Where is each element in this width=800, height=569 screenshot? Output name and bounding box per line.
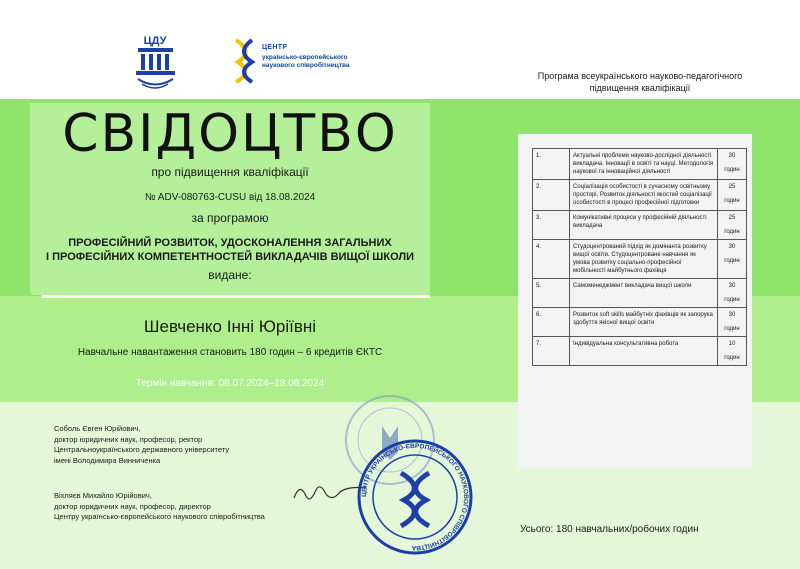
signatory-rector-org: Центральноукраїнського державного університету (54, 445, 230, 454)
course-hours-value: 25 (728, 184, 736, 190)
course-hours-value: 30 (728, 283, 736, 289)
course-name: Соціалізація особистості в сучасному освітньому просторі. Розвиток діяльності якостей соціалізації особистості в процесі професійної підготовки (570, 180, 718, 211)
signatory-director-title: доктор юридичних наук, професор, директор (54, 501, 211, 511)
program-name (30, 236, 430, 264)
by-program-label: за програмою (191, 211, 269, 225)
issued-to-label: видане: (208, 268, 252, 282)
signatory-rector-org2: імені Володимира Винниченка (54, 455, 161, 465)
course-hours-unit: годин (724, 167, 740, 173)
university-logo-icon (128, 32, 183, 94)
course-hours-value: 30 (728, 153, 736, 159)
course-hours-unit: годин (724, 326, 740, 332)
total-hours: Усього: 180 навчальних/робочих годин (520, 524, 699, 535)
course-name: Індивідуальна консультативна робота (570, 337, 718, 366)
course-row (533, 337, 747, 366)
program-label: Програма всеукраїнського науково-педагогічного підвищення кваліфікації (537, 71, 743, 93)
recipient-name: Шевченко Інні Юріївні (143, 317, 317, 336)
svg-text:ЦЕНТР УКРАЇНСЬКО-ЄВРОПЕЙСЬКОГО (361, 443, 469, 551)
course-hours (718, 211, 747, 240)
university-abbr: ЦДУ (143, 35, 167, 47)
certificate-subtitle: про підвищення кваліфікації (151, 165, 309, 179)
course-hours-value: 30 (728, 244, 736, 250)
course-hours-unit: годин (724, 229, 740, 235)
course-hours (718, 149, 747, 180)
course-hours-value: 30 (728, 312, 736, 318)
center-logo-title: ЦЕНТР (262, 44, 288, 51)
course-hours-unit: годин (724, 355, 740, 361)
course-row (533, 180, 747, 211)
course-row (533, 279, 747, 308)
course-name: Комунікативні процеси у професійній діяльності викладача (570, 211, 718, 240)
panel-divider (42, 295, 430, 298)
signatory-rector (54, 424, 229, 466)
signatory-director-name: Віхляєв Михайло Юрійович, (54, 491, 152, 500)
courses-table (532, 148, 747, 366)
signatory-rector-title: доктор юридичних наук, професор, ректор (54, 434, 203, 444)
course-hours (718, 180, 747, 211)
signatory-director (54, 491, 265, 523)
study-load: Навчальне навантаження становить 180 годин – 6 кредитів ЄКТС (77, 347, 383, 358)
course-hours (718, 240, 747, 279)
course-hours-unit: годин (724, 258, 740, 264)
certificate-title: СВІДОЦТВО (62, 104, 398, 164)
seal-text: ЦЕНТР УКРАЇНСЬКО-ЄВРОПЕЙСЬКОГО НАУКОВОГО СПІВРОБІТНИЦТВА (360, 442, 470, 552)
course-name: Студоцентрований підхід як домінанта розвитку вищої освіти. Студоцентроване навчання як умова розвитку соціально-професійної мобільності майбутнього фахівця (570, 240, 718, 279)
center-emblem-icon (232, 38, 258, 84)
course-number: 4. (533, 240, 570, 279)
course-hours (718, 279, 747, 308)
center-logo (232, 38, 372, 88)
center-logo-subtitle: українсько-європейського наукового співробітництва (262, 54, 350, 69)
course-name: Актуальні проблеми науково-дослідної діяльності викладача. Інновації в освіті та науці. Методологія наукової та інноваційної діяльності (570, 149, 718, 180)
signatory-director-org: Центру українсько-європейського наукового співробітництва (54, 512, 265, 521)
course-number: 6. (533, 308, 570, 337)
course-hours (718, 308, 747, 337)
course-number: 1. (533, 149, 570, 180)
course-hours-unit: годин (724, 198, 740, 204)
study-term: Термін навчання: 08.07.2024–18.08.2024 (135, 378, 325, 389)
course-number: 5. (533, 279, 570, 308)
course-name: Розвиток soft skills майбутніх фахівців як запорука здобуття якісної вищої освіти (570, 308, 718, 337)
program-name-line1: ПРОФЕСІЙНИЙ РОЗВИТОК, УДОСКОНАЛЕННЯ ЗАГАЛЬНИХ (68, 237, 392, 249)
course-hours-unit: годин (724, 297, 740, 303)
course-row (533, 211, 747, 240)
course-hours (718, 337, 747, 366)
course-name: Самоменеджмент викладача вищої школи (570, 279, 718, 308)
course-row (533, 240, 747, 279)
signatory-rector-name: Соболь Євген Юрійович, (54, 424, 141, 433)
logo-area (120, 30, 380, 95)
course-hours-value: 10 (728, 341, 736, 347)
official-seal-icon (356, 438, 474, 556)
signature-icon (290, 478, 370, 506)
certificate-number: № ADV-080763-CUSU від 18.08.2024 (144, 192, 316, 203)
program-name-line2: І ПРОФЕСІЙНИХ КОМПЕТЕНТНОСТЕЙ ВИКЛАДАЧІВ ВИЩОЇ ШКОЛИ (46, 251, 414, 263)
course-number: 2. (533, 180, 570, 211)
course-row (533, 149, 747, 180)
course-row (533, 308, 747, 337)
course-hours-value: 25 (728, 215, 736, 221)
course-number: 7. (533, 337, 570, 366)
course-number: 3. (533, 211, 570, 240)
